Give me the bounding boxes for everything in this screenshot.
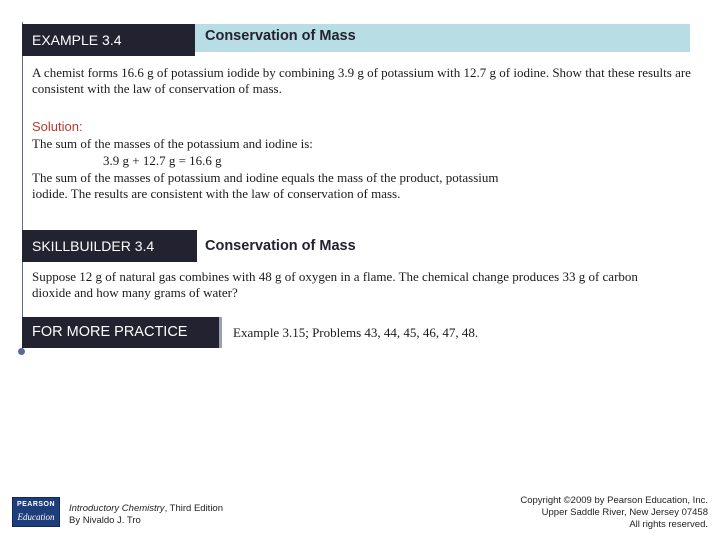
copyright-notice [520, 495, 708, 531]
solution-equation: 3.9 g + 12.7 g = 16.6 g [103, 153, 222, 168]
skillbuilder-title: Conservation of Mass [205, 238, 356, 254]
book-author: By Nivaldo J. Tro [69, 515, 141, 526]
copyright-line-3: All rights reserved. [629, 519, 708, 530]
solution-line-1: The sum of the masses of the potassium and iodine is: [32, 136, 313, 151]
solution-label: Solution: [32, 119, 83, 134]
logo-wordmark: PEARSON [16, 501, 56, 508]
copyright-line-2: Upper Saddle River, New Jersey 07458 [541, 507, 708, 518]
skillbuilder-label: SKILLBUILDER 3.4 [22, 230, 197, 262]
example-label: EXAMPLE 3.4 [22, 24, 195, 56]
solution-line-2: The sum of the masses of potassium and iodine equals the mass of the product, potassium iodide. The results are consistent with the law of conservation of mass. [32, 170, 499, 201]
logo-subtitle: Education [17, 512, 55, 522]
more-practice-label: FOR MORE PRACTICE [22, 317, 222, 348]
left-accent-line [22, 22, 23, 352]
more-practice-text: Example 3.15; Problems 43, 44, 45, 46, 47, 48. [233, 325, 479, 340]
copyright-line-1: Copyright ©2009 by Pearson Education, Inc. [520, 495, 708, 506]
pearson-logo [12, 497, 60, 527]
book-edition: , Third Edition [164, 503, 224, 514]
example-title: Conservation of Mass [205, 28, 356, 44]
skillbuilder-problem-text: Suppose 12 g of natural gas combines with 48 g of oxygen in a flame. The chemical change produces 33 g of carbon dioxide and how many grams of water? [32, 269, 638, 300]
book-title: Introductory Chemistry [69, 503, 165, 514]
example-problem-text: A chemist forms 16.6 g of potassium iodide by combining 3.9 g of potassium with 12.7 g of iodine. Show that these results are consistent with the law of conservation of mass. [32, 65, 691, 96]
book-credit [69, 503, 223, 527]
accent-dot [18, 348, 25, 355]
